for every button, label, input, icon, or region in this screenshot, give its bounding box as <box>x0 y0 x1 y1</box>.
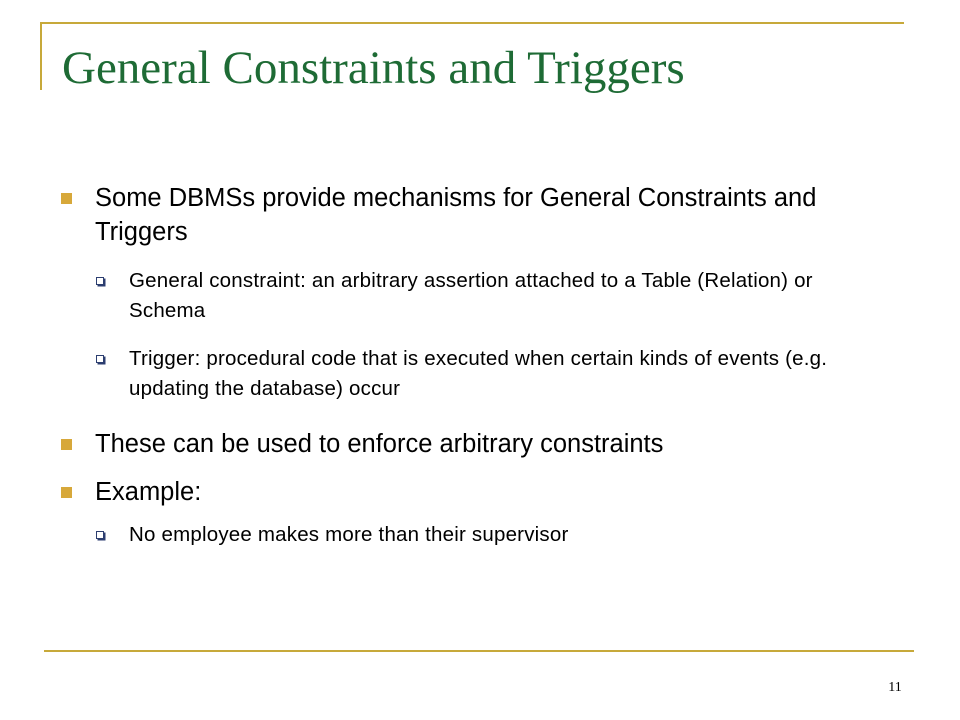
subbullet-1-2-text: Trigger: procedural code that is executed when certain kinds of events (e.g. updating the database) occur <box>129 347 828 400</box>
frame-bottom-line <box>44 650 914 652</box>
frame-left-line <box>40 22 42 90</box>
page-number: 11 <box>888 680 902 695</box>
subbullet-3-1-text: No employee makes more than their supervisor <box>129 523 569 546</box>
square-bullet-icon <box>61 193 72 204</box>
square-bullet-icon <box>61 487 72 498</box>
bullet-1-text: Some DBMSs provide mechanisms for General Constraints and Triggers <box>95 184 817 246</box>
bullet-3-text: Example: <box>95 478 202 506</box>
slide-title: General Constraints and Triggers <box>62 42 685 94</box>
hollow-square-bullet-icon <box>96 277 104 285</box>
hollow-square-bullet-icon <box>96 355 104 363</box>
hollow-square-bullet-icon <box>96 531 104 539</box>
bullet-2-text: These can be used to enforce arbitrary constraints <box>95 430 664 458</box>
frame-top-line <box>40 22 904 24</box>
square-bullet-icon <box>61 439 72 450</box>
subbullet-1-1-text: General constraint: an arbitrary assertion attached to a Table (Relation) or Schema <box>129 269 813 322</box>
